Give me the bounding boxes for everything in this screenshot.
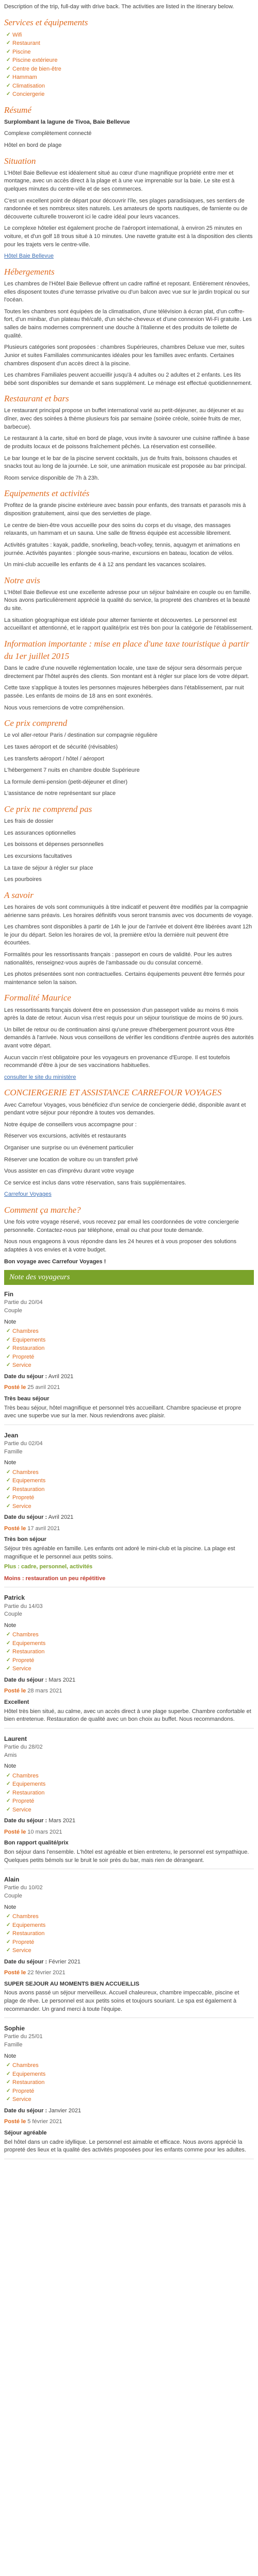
- list-item: [6, 73, 254, 82]
- list-item-label: Restauration: [12, 2079, 45, 2086]
- review-stay-date: [4, 1817, 254, 1825]
- review-posted-value: 22 février 2021: [27, 1970, 66, 1976]
- conciergerie-paragraph: Avec Carrefour Voyages, vous bénéficiez d'un service de conciergerie dédié, disponible avant et pendant votre séjour pour répondre à toutes vos demandes.: [4, 1101, 246, 1116]
- list-item: [6, 1921, 254, 1930]
- check-icon: ✓: [6, 1362, 11, 1368]
- ministere-link[interactable]: consulter le site du ministère: [4, 1074, 76, 1080]
- equipements-paragraph: Activités gratuites : kayak, paddle, snorkeling, beach-volley, tennis, aquagym et animations en journée. Activités payantes : plongée sous-marine, excursions en bateau, location de vélos.: [4, 541, 240, 556]
- review-posted-value: 17 avril 2021: [27, 1525, 60, 1532]
- situation-link-line: [4, 252, 254, 261]
- list-item-label: Conciergerie: [12, 91, 45, 98]
- review-posted-label: Posté le: [4, 1970, 26, 1976]
- review-stay-date-label: Date du séjour :: [4, 1818, 47, 1824]
- list-item: [6, 1789, 254, 1798]
- review-stay-date-value: Mars 2021: [49, 1818, 76, 1824]
- services-title: Services et équipements: [4, 17, 88, 27]
- review-criteria-list: [4, 1327, 254, 1370]
- list-line: Les excursions facultatives: [4, 853, 72, 859]
- list-item: [6, 31, 254, 40]
- list-item: [6, 1344, 254, 1353]
- list-line: Les pourboires: [4, 876, 42, 883]
- equipements-paragraph: Profitez de la grande piscine extérieure avec bassin pour enfants, des transats et parasols mis à disposition gratuitement, ainsi que des serviettes de plage.: [4, 502, 246, 517]
- check-icon: ✓: [6, 2071, 11, 2077]
- check-icon: ✓: [6, 1640, 11, 1646]
- list-item-label: Chambres: [12, 1632, 39, 1638]
- review-author: Fin: [4, 1291, 13, 1298]
- review-stay-date-label: Date du séjour :: [4, 1373, 47, 1380]
- review-traveler-type: Famille: [4, 2041, 23, 2048]
- list-line: Vous assister en cas d'imprévu durant votre voyage: [4, 1168, 134, 1175]
- list-item: [6, 1929, 254, 1938]
- list-item: [6, 90, 254, 99]
- review-author: Sophie: [4, 2025, 25, 2032]
- situation-paragraph: L'Hôtel Baie Bellevue est idéalement situé au cœur d'une magnifique propriété entre mer et montagne, avec un accès direct à la plage et à une vue imprenable sur la baie. Le site est à quelques minutes du centre-ville et de ses commerces.: [4, 170, 235, 193]
- list-item-label: Piscine: [12, 48, 31, 55]
- check-icon: ✓: [6, 1632, 11, 1638]
- check-icon: ✓: [6, 1798, 11, 1804]
- list-item-label: Restauration: [12, 1649, 45, 1655]
- restauration-paragraph: Le bar lounge et le bar de la piscine servent cocktails, jus de fruits frais, boissons chaudes et snacks tout au long de la journée. Le soir, une animation musicale est proposée au bar principal.: [4, 455, 247, 470]
- list-item: [6, 39, 254, 48]
- review-stay-date: [4, 1958, 254, 1967]
- check-icon: ✓: [6, 74, 11, 80]
- resume-line: Hôtel en bord de plage: [4, 142, 62, 149]
- review-card: [4, 1875, 254, 2018]
- list-item-label: Restauration: [12, 1486, 45, 1493]
- review-departure: Partie du 02/04: [4, 1440, 43, 1447]
- review-departure: Partie du 25/01: [4, 2033, 43, 2040]
- hebergements-paragraph: Plusieurs catégories sont proposées : chambres Supérieures, chambres Deluxe vue mer, suites Junior et suites Familiales communicantes idéales pour les familles avec enfants. Certaines chambres disposent d'un accès direct à la piscine.: [4, 344, 245, 367]
- list-item-label: Equipements: [12, 1781, 46, 1788]
- review-rating-label: Note: [4, 1460, 17, 1466]
- formalite-paragraph: Aucun vaccin n'est obligatoire pour les voyageurs en provenance d'Europe. Il est toutefois recommandé d'être à jour de ses vaccinations habituelles.: [4, 1054, 230, 1069]
- review-rating-label: Note: [4, 1904, 17, 1910]
- carrefour-voyages-link[interactable]: Carrefour Voyages: [4, 1191, 52, 1198]
- restauration-paragraph: Le restaurant à la carte, situé en bord de plage, vous invite à savourer une cuisine raffinée à base de produits locaux et de poissons fraîchement pêchés. La réservation est conseillée.: [4, 435, 250, 450]
- review-stay-date-value: Mars 2021: [49, 1676, 76, 1683]
- review-title: Bon rapport qualité/prix: [4, 1840, 69, 1846]
- list-item: [6, 82, 254, 91]
- review-posted-value: 10 mars 2021: [27, 1828, 62, 1835]
- review-stay-date-value: Février 2021: [49, 1958, 80, 1965]
- hebergements-title: Hébergements: [4, 266, 55, 277]
- info-importante-paragraph: Dans le cadre d'une nouvelle réglementation locale, une taxe de séjour sera désormais perçue directement par l'hôtel auprès des clients. Son montant est à régler sur place lors de votre départ.: [4, 665, 249, 680]
- comment-marche-paragraph: Une fois votre voyage réservé, vous recevez par email les coordonnées de votre conciergerie personnelle. Contactez-nous par téléphone, email ou chat pour toute demande.: [4, 1219, 239, 1233]
- review-body: Hôtel très bien situé, au calme, avec un accès direct à une plage superbe. Chambre confortable et bien entretenue. Restauration de qualité avec un bon choix au buffet. Nous recommandons.: [4, 1708, 251, 1723]
- list-item: [6, 2078, 254, 2087]
- review-posted: [4, 1384, 254, 1392]
- list-item-label: Hammam: [12, 74, 37, 81]
- review-stay-date: [4, 1514, 254, 1522]
- review-title: Excellent: [4, 1699, 29, 1706]
- review-traveler-type: Famille: [4, 1448, 23, 1455]
- list-item: [6, 1797, 254, 1806]
- hebergements-paragraph: Les chambres Familiales peuvent accueillir jusqu'à 4 adultes ou 2 adultes et 2 enfants. Les lits bébé sont disponibles sur demande et sans supplément. Le ménage est effectué quotidiennement.: [4, 372, 252, 386]
- list-line: Le vol aller-retour Paris / destination sur compagnie régulière: [4, 732, 158, 739]
- review-departure: Partie du 14/03: [4, 1603, 43, 1609]
- list-item: [6, 56, 254, 65]
- formalite-title: Formalité Maurice: [4, 993, 71, 1003]
- a-savoir-paragraph: Formalités pour les ressortissants français : passeport en cours de validité. Pour les autres nationalités, renseignez-vous auprès de l'ambassade ou du consulat concerné.: [4, 951, 232, 966]
- list-item-label: Propreté: [12, 1353, 35, 1360]
- conciergerie-paragraph: Ce service est inclus dans votre réservation, sans frais supplémentaires.: [4, 1179, 186, 1186]
- list-item: [6, 65, 254, 74]
- list-item-label: Equipements: [12, 2071, 46, 2077]
- list-item-label: Restauration: [12, 1930, 45, 1937]
- comment-marche-paragraph: Nous nous engageons à vous répondre dans les 24 heures et à vous proposer des solutions adaptées à vos envies et à votre budget.: [4, 1239, 237, 1253]
- list-item: [6, 1631, 254, 1639]
- check-icon: ✓: [6, 1336, 11, 1343]
- review-departure: Partie du 28/02: [4, 1743, 43, 1750]
- list-item: [6, 1946, 254, 1955]
- list-item-label: Equipements: [12, 1922, 46, 1928]
- list-item-label: Restauration: [12, 1345, 45, 1352]
- check-icon: ✓: [6, 1666, 11, 1672]
- review-rating-label: Note: [4, 1318, 17, 1325]
- list-item: [6, 1336, 254, 1345]
- check-icon: ✓: [6, 65, 11, 72]
- intro-text: Description of the trip, full-day with drive back. The activities are listed in the itinerary below.: [4, 4, 234, 10]
- comment-marche-title: Comment ça marche?: [4, 1205, 81, 1215]
- list-line: L'hébergement 7 nuits en chambre double Supérieure: [4, 767, 140, 774]
- info-importante-paragraph: Cette taxe s'applique à toutes les personnes majeures hébergées dans l'établissement, par nuit passée. Les enfants de moins de 18 ans en sont exonérés.: [4, 685, 244, 699]
- review-posted-value: 5 février 2021: [27, 2119, 62, 2125]
- review-posted-label: Posté le: [4, 1525, 26, 1532]
- hebergements-paragraph: Toutes les chambres sont équipées de la climatisation, d'une télévision à écran plat, d'un coffre-fort, d'un minibar, d'un plateau thé/café, d'un sèche-cheveux et d'une connexion Wi-Fi gratuite. Les salles de bains modernes comprennent une douche à l'italienne et des produits de toilette de qualité.: [4, 308, 252, 339]
- review-author: Patrick: [4, 1594, 25, 1602]
- list-line: Organiser une surprise ou un événement particulier: [4, 1144, 134, 1151]
- review-body: Bon séjour dans l'ensemble. L'hôtel est agréable et bien entretenu, le personnel est sympathique. Quelques petits bémols sur le bruit le soir près du bar, mais rien de dérangeant.: [4, 1849, 249, 1863]
- list-item-label: Chambres: [12, 1913, 39, 1920]
- resume-line: Complexe complètement connecté: [4, 130, 92, 137]
- hotel-link[interactable]: Hôtel Baie Bellevue: [4, 253, 54, 260]
- list-item: [6, 1485, 254, 1494]
- review-criteria-list: [4, 2061, 254, 2104]
- prix-ne-comprend-title: Ce prix ne comprend pas: [4, 804, 92, 814]
- review-card: [4, 1290, 254, 1425]
- check-icon: ✓: [6, 1947, 11, 1954]
- review-stay-date-value: Janvier 2021: [49, 2107, 82, 2114]
- a-savoir-title: A savoir: [4, 890, 34, 900]
- check-icon: ✓: [6, 1922, 11, 1928]
- list-item-label: Equipements: [12, 1336, 46, 1343]
- a-savoir-paragraph: Les chambres sont disponibles à partir de 14h le jour de l'arrivée et doivent être libérées avant 12h le jour du départ. Selon les horaires de vol, la première et/ou la dernière nuit peuvent être écourtées.: [4, 924, 252, 946]
- review-posted: [4, 1687, 254, 1696]
- list-item: [6, 1806, 254, 1815]
- prix-comprend-list: [4, 732, 254, 798]
- prix-comprend-title: Ce prix comprend: [4, 718, 68, 728]
- situation-paragraph: Le complexe hôtelier est également proche de l'aéroport international, à environ 25 minutes en voiture, et d'un golf 18 trous situé à 10 minutes. Une navette gratuite est à la disposition des clients pour les trajets vers le centre-ville.: [4, 225, 253, 248]
- hebergements-paragraph: Les chambres de l'Hôtel Baie Bellevue offrent un cadre raffiné et reposant. Entièrement rénovées, elles disposent toutes d'une terrasse privative ou d'un balcon avec vue sur le jardin tropical ou sur l'océan.: [4, 281, 250, 303]
- restauration-paragraph: Le restaurant principal propose un buffet international varié au petit-déjeuner, au déjeuner et au dîner, avec des soirées à thème plusieurs fois par semaine (soirée créole, soirée fruits de mer, barbecue).: [4, 408, 244, 430]
- check-icon: ✓: [6, 1772, 11, 1778]
- review-stay-date-value: Avril 2021: [48, 1514, 74, 1521]
- list-line: Les transferts aéroport / hôtel / aéroport: [4, 755, 104, 762]
- review-rating-label: Note: [4, 2053, 17, 2059]
- list-item-label: Chambres: [12, 1328, 39, 1335]
- list-item: [6, 1353, 254, 1362]
- equipements-paragraph: Le centre de bien-être vous accueille pour des soins du corps et du visage, des massages relaxants, un hammam et un sauna. Une salle de fitness équipée est accessible librement.: [4, 522, 232, 537]
- review-traveler-type: Couple: [4, 1308, 22, 1314]
- check-icon: ✓: [6, 1495, 11, 1501]
- review-posted-label: Posté le: [4, 1688, 26, 1694]
- list-item-label: Equipements: [12, 1478, 46, 1484]
- check-icon: ✓: [6, 1781, 11, 1787]
- review-author: Jean: [4, 1431, 19, 1439]
- review-posted-value: 28 mars 2021: [27, 1688, 62, 1694]
- formalite-link-line: [4, 1074, 254, 1082]
- review-traveler-type: Couple: [4, 1892, 22, 1899]
- notre-avis-title: Notre avis: [4, 575, 40, 585]
- restauration-paragraph: Room service disponible de 7h à 23h.: [4, 474, 100, 481]
- check-icon: ✓: [6, 1353, 11, 1360]
- review-pros: Plus : cadre, personnel, activités: [4, 1564, 93, 1570]
- list-item-label: Chambres: [12, 2062, 39, 2069]
- list-item-label: Service: [12, 2096, 31, 2103]
- review-criteria-list: [4, 1772, 254, 1815]
- comment-marche-paragraph: Bon voyage avec Carrefour Voyages !: [4, 1258, 106, 1265]
- list-line: Réserver vos excursions, activités et restaurants: [4, 1133, 126, 1140]
- review-departure: Partie du 10/02: [4, 1885, 43, 1891]
- list-item: [6, 1468, 254, 1477]
- equipements-title: Equipements et activités: [4, 488, 90, 499]
- check-icon: ✓: [6, 31, 11, 38]
- check-icon: ✓: [6, 1913, 11, 1920]
- list-item-label: Propreté: [12, 1495, 35, 1501]
- list-item: [6, 1912, 254, 1921]
- list-item: [6, 1648, 254, 1656]
- review-stay-date: [4, 2107, 254, 2115]
- list-line: L'assistance de notre représentant sur place: [4, 790, 116, 797]
- review-posted: [4, 1525, 254, 1533]
- info-importante-paragraph: Nous vous remercions de votre compréhension.: [4, 704, 125, 711]
- review-stay-date: [4, 1373, 254, 1381]
- info-importante-title: Information importante : mise en place d'une taxe touristique à partir du 1er juillet 2015: [4, 638, 249, 662]
- a-savoir-paragraph: Les horaires de vols sont communiqués à titre indicatif et peuvent être modifiés par la compagnie aérienne sans préavis. Les horaires définitifs vous seront transmis avec vos documents de voyage.: [4, 904, 253, 919]
- check-icon: ✓: [6, 1486, 11, 1492]
- review-criteria-list: [4, 1468, 254, 1511]
- review-title: SUPER SEJOUR AU MOMENTS BIEN ACCUEILLIS: [4, 1980, 139, 1987]
- list-item: [6, 2061, 254, 2070]
- review-stay-date-label: Date du séjour :: [4, 1514, 47, 1521]
- situation-paragraph: C'est un excellent point de départ pour découvrir l'île, ses plages paradisiaques, ses sentiers de randonnée et ses nombreux sites naturels. Les amateurs de sports nautiques, de farniente ou de découverte culturelle trouveront ici le cadre idéal pour leurs vacances.: [4, 197, 248, 220]
- check-icon: ✓: [6, 1478, 11, 1484]
- review-rating-label: Note: [4, 1622, 17, 1629]
- review-posted-label: Posté le: [4, 1828, 26, 1835]
- review-stay-date-label: Date du séjour :: [4, 2107, 47, 2114]
- review-traveler-type: Amis: [4, 1752, 17, 1758]
- list-item: [6, 1327, 254, 1336]
- list-item-label: Propreté: [12, 1657, 35, 1664]
- check-icon: ✓: [6, 1939, 11, 1945]
- check-icon: ✓: [6, 2088, 11, 2094]
- list-item: [6, 2095, 254, 2104]
- check-icon: ✓: [6, 1806, 11, 1812]
- list-item: [6, 1639, 254, 1648]
- review-posted-label: Posté le: [4, 2119, 26, 2125]
- formalite-paragraph: Un billet de retour ou de continuation ainsi qu'une preuve d'hébergement pourront vous être demandés à l'arrivée. Nous vous conseillons de vérifier les conditions d'entrée auprès des autorités avant votre départ.: [4, 1026, 254, 1049]
- review-traveler-type: Couple: [4, 1611, 22, 1618]
- formalite-paragraph: Les ressortissants français doivent être en possession d'un passeport valide au moins 6 mois après la date de retour. Aucun visa n'est requis pour un séjour touristique de moins de 90 jours.: [4, 1007, 244, 1022]
- check-icon: ✓: [6, 1469, 11, 1475]
- review-posted-value: 25 avril 2021: [27, 1384, 60, 1391]
- review-title: Séjour agréable: [4, 2129, 47, 2136]
- list-item: [6, 1665, 254, 1673]
- list-item-label: Equipements: [12, 1640, 46, 1647]
- list-item-label: Service: [12, 1947, 31, 1954]
- conciergerie-link-line: [4, 1191, 254, 1199]
- situation-title: Situation: [4, 156, 36, 166]
- list-line: Les taxes aéroport et de sécurité (révisables): [4, 743, 118, 750]
- review-card: [4, 1431, 254, 1588]
- review-author: Laurent: [4, 1735, 27, 1742]
- review-criteria-list: [4, 1912, 254, 1955]
- review-body: Très beau séjour, hôtel magnifique et personnel très accueillant. Chambre spacieuse et propre avec une superbe vue sur la mer. Nous reviendrons avec plaisir.: [4, 1404, 241, 1419]
- list-line: La formule demi-pension (petit-déjeuner et dîner): [4, 778, 128, 785]
- equipements-paragraph: Un mini-club accueille les enfants de 4 à 12 ans pendant les vacances scolaires.: [4, 562, 206, 568]
- check-icon: ✓: [6, 1657, 11, 1663]
- check-icon: ✓: [6, 2079, 11, 2086]
- a-savoir-paragraph: Les photos présentées sont non contractuelles. Certains équipements peuvent être fermés pour maintenance selon la saison.: [4, 971, 245, 986]
- services-list: [4, 31, 254, 99]
- review-criteria-list: [4, 1631, 254, 1673]
- review-posted: [4, 2118, 254, 2126]
- list-item-label: Service: [12, 1666, 31, 1672]
- review-stay-date: [4, 1676, 254, 1685]
- list-item-label: Propreté: [12, 2088, 35, 2094]
- list-line: Les assurances optionnelles: [4, 829, 76, 836]
- check-icon: ✓: [6, 1789, 11, 1795]
- list-item: [6, 1772, 254, 1781]
- resume-line: Surplombant la lagune de Tivoa, Baie Bellevue: [4, 118, 130, 125]
- notre-avis-paragraph: La situation géographique est idéale pour alterner farniente et découvertes. Le personnel est accueillant et attentionné, et le rapport qualité/prix est très bon pour la catégorie de l'établissement.: [4, 617, 253, 632]
- conciergerie-title: CONCIERGERIE ET ASSISTANCE CARREFOUR VOYAGES: [4, 1088, 222, 1098]
- list-item-label: Climatisation: [12, 82, 45, 89]
- review-posted: [4, 1969, 254, 1977]
- review-card: [4, 1594, 254, 1728]
- resume-title: Résumé: [4, 105, 31, 115]
- list-item: [6, 1780, 254, 1789]
- check-icon: ✓: [6, 57, 11, 63]
- review-body: Bel hôtel dans un cadre idyllique. Le personnel est aimable et efficace. Nous avons apprécié la propreté des lieux et la qualité des activités proposées pour les enfants comme pour les adultes.: [4, 2139, 246, 2154]
- list-item: [6, 1502, 254, 1511]
- list-item-label: Wifi: [12, 31, 22, 38]
- check-icon: ✓: [6, 1649, 11, 1655]
- list-item: [6, 48, 254, 57]
- conciergerie-list: [4, 1132, 254, 1175]
- review-title: Très bon séjour: [4, 1536, 46, 1543]
- list-line: Les frais de dossier: [4, 818, 54, 825]
- review-card: [4, 1735, 254, 1869]
- review-stay-date-label: Date du séjour :: [4, 1958, 47, 1965]
- list-line: Réserver une location de voiture ou un transfert privé: [4, 1156, 138, 1163]
- check-icon: ✓: [6, 1328, 11, 1334]
- list-item-label: Service: [12, 1362, 31, 1369]
- review-stay-date-value: Avril 2021: [48, 1373, 74, 1380]
- check-icon: ✓: [6, 1930, 11, 1937]
- check-icon: ✓: [6, 91, 11, 97]
- review-stay-date-label: Date du séjour :: [4, 1676, 47, 1683]
- prix-ne-comprend-list: [4, 818, 254, 884]
- list-item-label: Piscine extérieure: [12, 57, 58, 64]
- reviews-title: Note des voyageurs: [4, 1270, 254, 1285]
- list-item: [6, 2087, 254, 2096]
- list-item-label: Chambres: [12, 1469, 39, 1476]
- list-item-label: Chambres: [12, 1772, 39, 1779]
- check-icon: ✓: [6, 2096, 11, 2103]
- list-item: [6, 1938, 254, 1947]
- list-item-label: Restaurant: [12, 40, 40, 47]
- list-item: [6, 1477, 254, 1485]
- list-item-label: Service: [12, 1806, 31, 1813]
- list-item-label: Restauration: [12, 1789, 45, 1796]
- check-icon: ✓: [6, 1345, 11, 1351]
- review-card: [4, 2024, 254, 2159]
- check-icon: ✓: [6, 82, 11, 89]
- check-icon: ✓: [6, 40, 11, 46]
- list-item-label: Service: [12, 1503, 31, 1510]
- review-departure: Partie du 20/04: [4, 1299, 43, 1306]
- list-line: Les boissons et dépenses personnelles: [4, 841, 104, 848]
- check-icon: ✓: [6, 48, 11, 55]
- review-posted-label: Posté le: [4, 1384, 26, 1391]
- review-rating-label: Note: [4, 1763, 17, 1770]
- review-body: Nous avons passé un séjour merveilleux. Accueil chaleureux, chambre impeccable, piscine et plage de rêve. Le personnel est aux petits soins et toujours souriant. Le spa est également à recommander. Un grand merci à toute l'équipe.: [4, 1990, 239, 2012]
- review-posted: [4, 1828, 254, 1837]
- list-line: La taxe de séjour à régler sur place: [4, 865, 93, 871]
- review-body: Séjour très agréable en famille. Les enfants ont adoré le mini-club et la piscine. La plage est magnifique et le personnel aux petits soins.: [4, 1546, 235, 1560]
- list-item-label: Propreté: [12, 1798, 35, 1805]
- list-item: [6, 1361, 254, 1370]
- restauration-title: Restaurant et bars: [4, 394, 69, 404]
- list-item-label: Centre de bien-être: [12, 65, 61, 72]
- reviews-list: [4, 1290, 254, 2159]
- list-item: [6, 1656, 254, 1665]
- check-icon: ✓: [6, 1503, 11, 1509]
- review-author: Alain: [4, 1876, 20, 1884]
- list-item: [6, 1494, 254, 1502]
- review-title: Très beau séjour: [4, 1396, 50, 1402]
- conciergerie-paragraph: Notre équipe de conseillers vous accompagne pour :: [4, 1121, 137, 1128]
- review-cons: Moins : restauration un peu répétitive: [4, 1575, 106, 1582]
- list-item: [6, 2070, 254, 2079]
- check-icon: ✓: [6, 2062, 11, 2069]
- notre-avis-paragraph: L'Hôtel Baie Bellevue est une excellente adresse pour un séjour balnéaire en couple ou en famille. Nous avons particulièrement apprécié la qualité du service, la propreté des chambres et la beauté du site.: [4, 589, 252, 612]
- list-item-label: Propreté: [12, 1939, 35, 1945]
